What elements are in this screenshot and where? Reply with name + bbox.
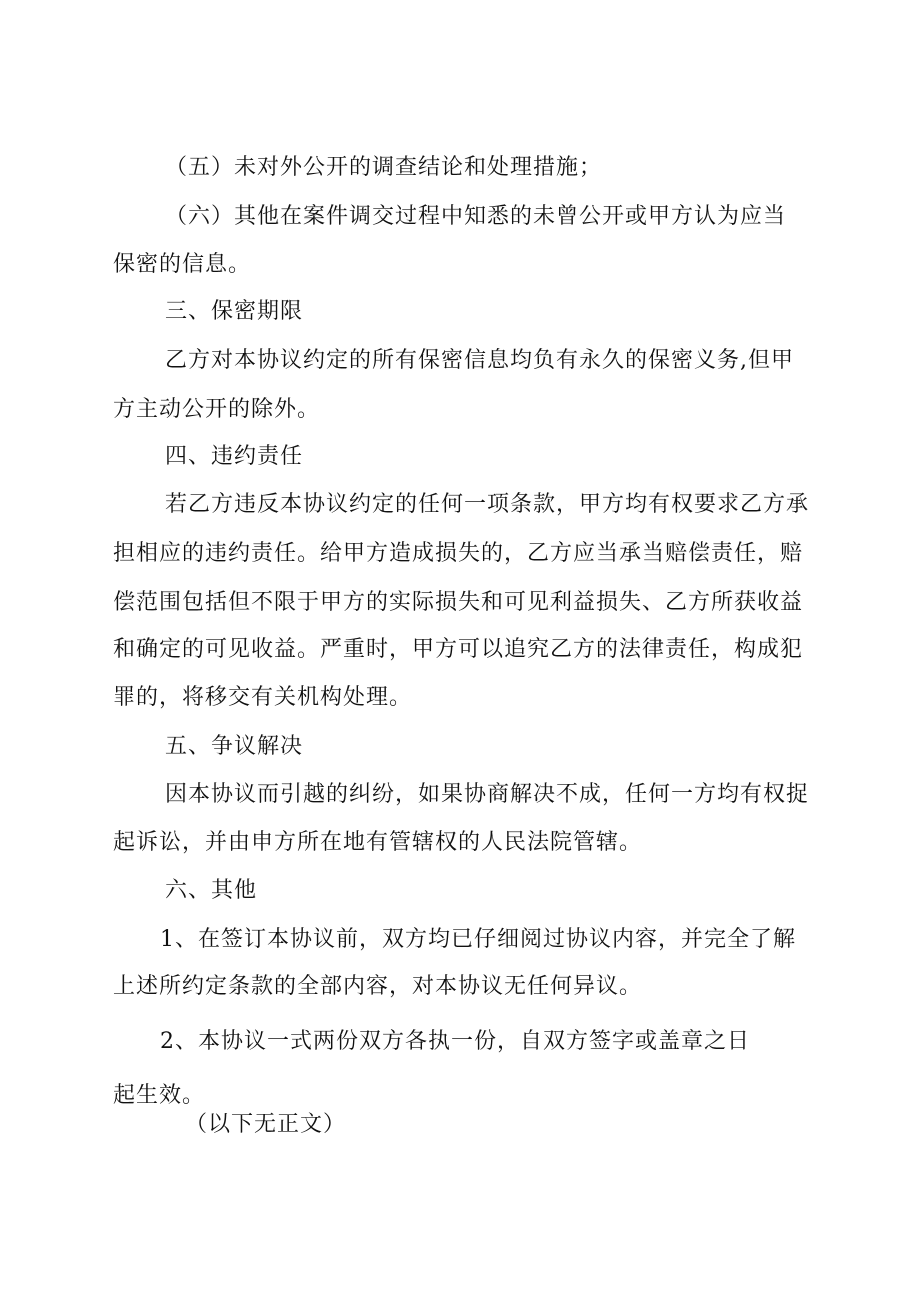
section-4-paragraph-cont: 偿范围包括但不限于甲方的实际损失和可见利益损失、乙方所获收益 xyxy=(113,590,804,615)
section-heading-4: 四、违约责任 xyxy=(165,444,304,469)
section-4-paragraph: 若乙方违反本协议约定的任何一项条款，甲方均有权要求乙方承 xyxy=(165,492,810,517)
section-4-paragraph-cont: 担相应的违约责任。给甲方造成损失的，乙方应当承当赔偿责任，赔 xyxy=(113,541,804,566)
section-4-paragraph-cont: 罪的，将移交有关机构处理。 xyxy=(113,685,413,710)
section-4-paragraph-cont: 和确定的可见收益。严重时，甲方可以追究乙方的法律责任，构成犯 xyxy=(113,637,804,662)
section-6-item-2-cont: 起生效。 xyxy=(113,1083,206,1108)
section-3-paragraph: 乙方对本协议约定的所有保密信息均负有永久的保密义务,但甲 xyxy=(165,348,794,373)
end-of-text-note: （以下无正文） xyxy=(185,1112,347,1137)
clause-2-item-6: （六）其他在案件调交过程中知悉的未曾公开或甲方认为应当 xyxy=(165,204,787,229)
clause-2-item-5: （五）未对外公开的调查结论和处理措施； xyxy=(165,155,603,180)
section-6-item-1-cont: 上述所约定条款的全部内容，对本协议无任何异议。 xyxy=(113,974,643,999)
section-heading-3: 三、保密期限 xyxy=(165,299,304,324)
section-heading-6: 六、其他 xyxy=(165,878,258,903)
section-3-paragraph-cont: 方主动公开的除外。 xyxy=(113,397,321,422)
clause-2-item-6-cont: 保密的信息。 xyxy=(113,252,252,277)
section-6-item-1: 1、在签订本协议前，双方均已仔细阅过协议内容，并完全了解 xyxy=(160,927,796,952)
section-5-paragraph: 因本协议而引越的纠纷，如果协商解决不成，任何一方均有权捉 xyxy=(165,782,810,807)
section-heading-5: 五、争议解决 xyxy=(165,734,304,759)
section-5-paragraph-cont: 起诉讼，并由申方所在地有管辖权的人民法院管辖。 xyxy=(113,830,643,855)
section-6-item-2: 2、本协议一式两份双方各执一份，自双方签字或盖章之日 xyxy=(160,1029,750,1054)
